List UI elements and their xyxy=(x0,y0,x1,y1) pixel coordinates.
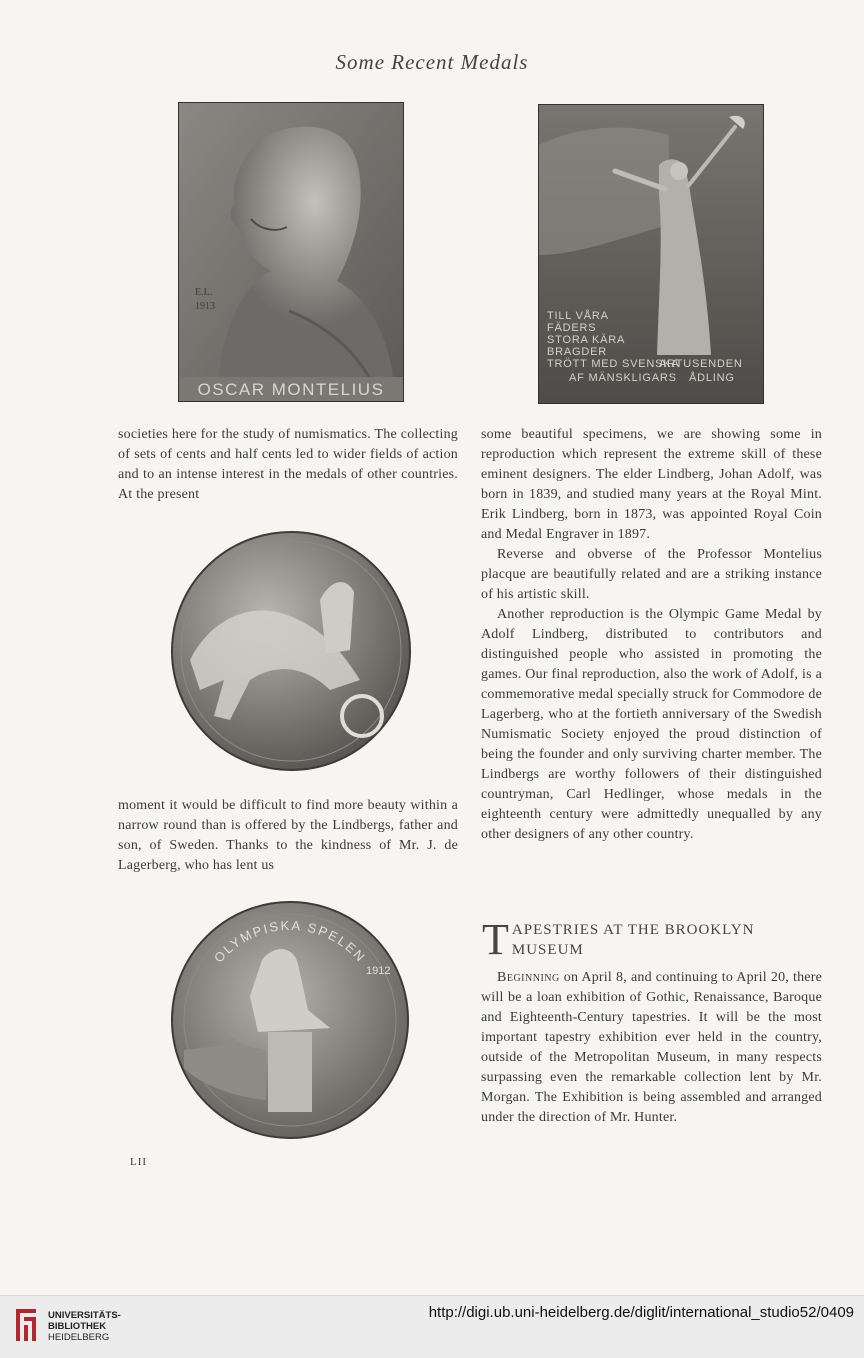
right-column xyxy=(481,425,822,845)
right-paragraph-3: Another reproduction is the Olympic Game Medal by Adolf Lindberg, distributed to contributors and distinguished people who assisted in promoting the games. Our final reproduction, also the work of Adolf, is a commemorative medal specially struck for Commodore de Lagerberg, who at the fortieth anniversary of the Swedish Numismatic Society enjoyed the proud distinction of being the founder and only surviving charter member. The Lindbergs are worthy followers of their distinguished countryman, Carl Hedlinger, whose medals in the eighteenth century were admittedly unequalled by any other designers of any other country. xyxy=(481,607,822,842)
olympic-medal-obverse xyxy=(170,900,410,1140)
left-paragraph-2: moment it would be difficult to find more beauty within a narrow round than is offered by the Lindbergs, father and son, of Sweden. Thanks to the kindness of Mr. J. de Lagerberg, who has lent us xyxy=(118,798,458,873)
montelius-portrait-relief xyxy=(179,103,403,401)
left-column-bottom xyxy=(118,796,458,876)
right-paragraph-2: Reverse and obverse of the Professor Montelius placque are beautifully related and are a striking instance of his artistic skill. xyxy=(481,547,822,602)
montelius-medal-plate xyxy=(178,102,404,402)
running-title: Some Recent Medals xyxy=(335,50,529,74)
library-name-line-2: BIBLIOTHEK xyxy=(48,1321,107,1332)
olympic-obverse-year: 1912 xyxy=(366,965,391,977)
right-paragraph-4 xyxy=(481,968,822,1128)
olympic-obverse-inscription: OLYMPISKA SPELEN xyxy=(210,917,370,966)
allegory-inscription-line-2: FÄDERS xyxy=(547,322,597,334)
library-name xyxy=(48,1310,121,1343)
right-column-bottom xyxy=(481,968,822,1128)
charioteer-figure xyxy=(320,582,354,654)
allegory-inscription-line-7: AF MÄNSKLIGARS xyxy=(569,372,677,384)
allegory-inscription-line-4: BRAGDER xyxy=(547,346,607,358)
library-logo-icon xyxy=(10,1305,42,1345)
allegory-inscription-line-3: STORA KÄRA xyxy=(547,334,626,346)
section-heading xyxy=(482,915,822,964)
montelius-signature-line-2: 1913 xyxy=(195,301,215,312)
right-paragraph-4-lead: Beginning xyxy=(497,970,560,985)
allegory-relief xyxy=(539,105,763,403)
left-paragraph-1: societies here for the study of numismatics. The collecting of sets of cents and half cents led to wider fields of action and to an intense interest in the medals of other countries. At the present xyxy=(118,427,458,502)
right-paragraph-4-body: on April 8, and continuing to April 20, there will be a loan exhibition of Gothic, Renaissance, Baroque and Eighteenth-Century tapestries. It will be the most important tapestry exhibition ever held in the country, outside of the Metropolitan Museum, in many respects surpassing even the remarkable collection lent by Mr. Morgan. The Exhibition is being assembled and arranged under the direction of Mr. Hunter. xyxy=(481,970,822,1125)
source-url-link[interactable]: http://digi.ub.uni-heidelberg.de/diglit/international_studio52/0409 xyxy=(428,1304,854,1321)
montelius-inscription: OSCAR MONTELIUS xyxy=(197,380,385,399)
right-paragraph-1: some beautiful specimens, we are showing some in reproduction which represent the extreme skill of these eminent designers. The elder Lindberg, Johan Adolf, was born in 1839, and studied many years at the Royal Mint. Erik Lindberg, born in 1873, was appointed Royal Coin and Medal Engraver in 1897. xyxy=(481,427,822,542)
montelius-signature-line-1: E.L. xyxy=(195,287,213,298)
page-folio: LII xyxy=(130,1156,148,1168)
section-heading-text: APESTRIES AT THE BROOKLYN MUSEUM xyxy=(511,922,755,958)
allegory-inscription-line-6: ARTUSENDEN xyxy=(659,358,743,370)
library-name-line-1: UNIVERSITÄTS- xyxy=(48,1310,121,1321)
allegory-medal-plate xyxy=(538,104,764,404)
library-name-line-3: HEIDELBERG xyxy=(48,1332,110,1343)
allegory-inscription-line-8: ÅDLING xyxy=(689,372,735,384)
olympic-medal-reverse xyxy=(170,530,412,772)
column-pedestal xyxy=(268,1032,312,1112)
left-column-top xyxy=(118,425,458,505)
section-heading-initial: T xyxy=(482,915,510,964)
allegory-inscription-line-1: TILL VÅRA xyxy=(547,310,609,322)
allegory-inscription-line-5: TRÖTT MED SVENSKA xyxy=(547,358,680,370)
